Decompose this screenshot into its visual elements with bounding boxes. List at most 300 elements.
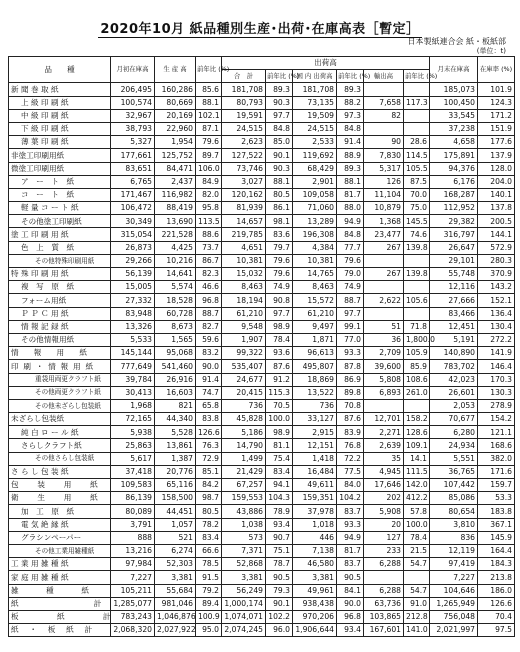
table-cell: 6,176 bbox=[430, 175, 478, 188]
row-label bbox=[9, 188, 111, 201]
row-label-text: 紙 ・ 板 紙 計 bbox=[11, 625, 94, 635]
table-cell: 7,830 bbox=[364, 149, 404, 162]
table-cell: 28.6 bbox=[404, 136, 430, 149]
row-label bbox=[9, 373, 111, 386]
header-category: 品 種 bbox=[9, 57, 111, 83]
table-row bbox=[9, 109, 515, 122]
table-cell: 70.8 bbox=[337, 399, 364, 412]
table-cell: 94.9 bbox=[337, 531, 364, 544]
table-cell: 81,939 bbox=[222, 202, 266, 215]
table-cell: 196,308 bbox=[293, 228, 337, 241]
row-label-text: ア ー ト 紙 bbox=[21, 176, 75, 186]
table-cell: 78.4 bbox=[266, 333, 293, 346]
table-cell: 130.4 bbox=[478, 320, 515, 333]
row-label bbox=[9, 360, 111, 373]
table-cell: 78.4 bbox=[404, 531, 430, 544]
table-cell: 80.5 bbox=[196, 505, 222, 518]
table-cell: 55,748 bbox=[430, 268, 478, 281]
row-label bbox=[9, 109, 111, 122]
table-cell: 10,381 bbox=[222, 254, 266, 267]
table-cell: 85.1 bbox=[196, 465, 222, 478]
table-cell: 16,603 bbox=[155, 386, 196, 399]
table-cell: 88.1 bbox=[337, 175, 364, 188]
table-cell: 27,332 bbox=[111, 294, 155, 307]
table-cell: 83.4 bbox=[196, 531, 222, 544]
row-label bbox=[9, 268, 111, 281]
table-cell: 55,684 bbox=[155, 584, 196, 597]
table-cell: 4,945 bbox=[364, 465, 404, 478]
row-label bbox=[9, 465, 111, 478]
row-label bbox=[9, 228, 111, 241]
table-cell: 144.1 bbox=[478, 228, 515, 241]
table-cell: 67,257 bbox=[222, 479, 266, 492]
table-cell: 19,591 bbox=[222, 109, 266, 122]
table-cell: 12,151 bbox=[293, 439, 337, 452]
table-cell: 84.8 bbox=[337, 122, 364, 135]
table-cell: 120,162 bbox=[222, 188, 266, 201]
table-cell: 171.2 bbox=[478, 109, 515, 122]
table-cell: 18,194 bbox=[222, 294, 266, 307]
table-cell: 2,437 bbox=[155, 175, 196, 188]
table-cell: 90.0 bbox=[337, 597, 364, 610]
table-row bbox=[9, 465, 515, 478]
table-cell: 267 bbox=[364, 268, 404, 281]
table-cell: 23,477 bbox=[364, 228, 404, 241]
table-cell: 114.5 bbox=[404, 149, 430, 162]
table-cell: 5,191 bbox=[430, 333, 478, 346]
table-cell: 90.3 bbox=[266, 96, 293, 109]
table-cell: 98.9 bbox=[266, 320, 293, 333]
table-row bbox=[9, 241, 515, 254]
table-cell: 83.2 bbox=[196, 347, 222, 360]
table-cell: 168.6 bbox=[478, 439, 515, 452]
table-cell: 152.1 bbox=[478, 294, 515, 307]
row-label bbox=[9, 544, 111, 557]
table-cell: 2,021,997 bbox=[430, 624, 478, 637]
table-cell: 109,583 bbox=[111, 479, 155, 492]
table-cell: 104.2 bbox=[337, 492, 364, 505]
row-label-text: 加 工 原 紙 bbox=[21, 506, 75, 516]
table-cell: 39,784 bbox=[111, 373, 155, 386]
table-cell bbox=[364, 281, 404, 294]
table-cell: 783,702 bbox=[430, 360, 478, 373]
table-cell: 79.6 bbox=[196, 136, 222, 149]
table-cell: 6,280 bbox=[430, 426, 478, 439]
table-cell: 72.2 bbox=[337, 452, 364, 465]
table-cell: 22,960 bbox=[155, 122, 196, 135]
table-cell: 6,288 bbox=[364, 558, 404, 571]
header-shipment-total: 合 計 bbox=[222, 70, 266, 83]
table-cell: 981,046 bbox=[155, 597, 196, 610]
table-cell: 21,429 bbox=[222, 465, 266, 478]
table-cell: 136.4 bbox=[478, 307, 515, 320]
table-cell: 16,484 bbox=[293, 465, 337, 478]
table-cell: 5,186 bbox=[222, 426, 266, 439]
table-row bbox=[9, 426, 515, 439]
table-cell: 105.5 bbox=[404, 162, 430, 175]
table-cell: 97,984 bbox=[111, 558, 155, 571]
table-row bbox=[9, 83, 515, 96]
table-cell: 109,058 bbox=[293, 188, 337, 201]
table-cell: 83.9 bbox=[337, 426, 364, 439]
table-cell: 91.4 bbox=[337, 136, 364, 149]
row-label bbox=[9, 307, 111, 320]
header-export: 輸出高 bbox=[364, 70, 404, 83]
table-cell: 83,948 bbox=[111, 307, 155, 320]
table-cell: 495,807 bbox=[293, 360, 337, 373]
table-cell: 1,018 bbox=[293, 518, 337, 531]
table-cell: 5,317 bbox=[364, 162, 404, 175]
table-row bbox=[9, 228, 515, 241]
table-cell: 108.6 bbox=[404, 373, 430, 386]
table-cell bbox=[404, 83, 430, 96]
table-cell: 736 bbox=[293, 399, 337, 412]
table-cell: 13,690 bbox=[155, 215, 196, 228]
table-row bbox=[9, 136, 515, 149]
table-cell: 97.7 bbox=[337, 307, 364, 320]
row-label bbox=[9, 413, 111, 426]
table-cell: 1,800.0 bbox=[404, 333, 430, 346]
table-row bbox=[9, 268, 515, 281]
table-cell: 24,934 bbox=[430, 439, 478, 452]
table-cell: 87.1 bbox=[196, 122, 222, 135]
table-cell: 145,144 bbox=[111, 347, 155, 360]
table-cell: 52,303 bbox=[155, 558, 196, 571]
table-cell: 84.1 bbox=[337, 584, 364, 597]
table-cell: 95.0 bbox=[196, 624, 222, 637]
table-cell: 1,074,071 bbox=[222, 610, 266, 623]
table-cell: 2,074,245 bbox=[222, 624, 266, 637]
table-cell: 77.0 bbox=[337, 333, 364, 346]
table-cell: 783,243 bbox=[111, 610, 155, 623]
table-cell: 49,961 bbox=[293, 584, 337, 597]
table-cell: 51 bbox=[364, 320, 404, 333]
table-cell: 74.9 bbox=[337, 281, 364, 294]
table-cell: 91.5 bbox=[196, 571, 222, 584]
table-cell: 14.1 bbox=[404, 452, 430, 465]
table-cell: 1,954 bbox=[155, 136, 196, 149]
table-cell: 97.3 bbox=[337, 109, 364, 122]
table-cell: 89.3 bbox=[337, 162, 364, 175]
table-cell: 124.3 bbox=[478, 96, 515, 109]
table-cell: 2,533 bbox=[293, 136, 337, 149]
table-cell bbox=[364, 254, 404, 267]
table-cell: 102.1 bbox=[196, 109, 222, 122]
table-row bbox=[9, 452, 515, 465]
table-cell: 1,565 bbox=[155, 333, 196, 346]
table-cell: 20,776 bbox=[155, 465, 196, 478]
row-label-text: Ｐ Ｐ Ｃ 用 紙 bbox=[21, 308, 69, 318]
table-cell: 82.3 bbox=[196, 268, 222, 281]
row-label bbox=[9, 531, 111, 544]
table-cell: 13,326 bbox=[111, 320, 155, 333]
table-cell: 14,657 bbox=[222, 215, 266, 228]
row-label bbox=[9, 215, 111, 228]
table-cell: 143.2 bbox=[478, 281, 515, 294]
row-label-text: さらしクラフト紙 bbox=[21, 440, 82, 450]
table-cell: 88.7 bbox=[196, 307, 222, 320]
table-cell: 46.6 bbox=[196, 281, 222, 294]
table-cell: 127 bbox=[364, 531, 404, 544]
row-label-text: 情 報 用 紙 bbox=[11, 348, 87, 358]
table-row bbox=[9, 413, 515, 426]
table-cell: 97.7 bbox=[266, 307, 293, 320]
table-cell: 12,119 bbox=[430, 544, 478, 557]
table-cell: 83.4 bbox=[266, 465, 293, 478]
table-cell: 20 bbox=[364, 518, 404, 531]
row-label-text: 特 殊 印 刷 用 紙 bbox=[11, 269, 69, 279]
row-label-text: 塗 工 印 刷 用 紙 bbox=[11, 229, 69, 239]
table-cell: 128.6 bbox=[404, 426, 430, 439]
table-cell: 202 bbox=[364, 492, 404, 505]
table-cell: 1,057 bbox=[155, 518, 196, 531]
table-cell: 79.6 bbox=[266, 268, 293, 281]
table-cell: 154.2 bbox=[478, 413, 515, 426]
table-cell: 54.7 bbox=[404, 558, 430, 571]
table-cell: 77.5 bbox=[337, 465, 364, 478]
table-cell: 39,600 bbox=[364, 360, 404, 373]
table-cell: 79.2 bbox=[196, 584, 222, 597]
row-label-text: さ ら し 包 装 紙 bbox=[11, 467, 69, 477]
table-cell: 106.0 bbox=[196, 162, 222, 175]
table-cell: 160,286 bbox=[155, 83, 196, 96]
table-cell: 12,701 bbox=[364, 413, 404, 426]
table-row bbox=[9, 175, 515, 188]
row-label bbox=[9, 624, 111, 637]
table-cell: 938,438 bbox=[293, 597, 337, 610]
table-cell: 80,669 bbox=[155, 96, 196, 109]
table-cell: 13,861 bbox=[155, 439, 196, 452]
table-cell: 81.7 bbox=[337, 544, 364, 557]
row-label-text: 衛 生 用 紙 bbox=[11, 493, 99, 503]
table-cell: 32,967 bbox=[111, 109, 155, 122]
table-row bbox=[9, 215, 515, 228]
table-cell: 572.9 bbox=[478, 241, 515, 254]
table-cell: 5,528 bbox=[155, 426, 196, 439]
header-total-yoy: 前年比 (%) bbox=[266, 70, 293, 83]
table-cell: 1,387 bbox=[155, 452, 196, 465]
row-label bbox=[9, 162, 111, 175]
table-body bbox=[9, 83, 515, 637]
table-cell: 170.3 bbox=[478, 373, 515, 386]
table-cell: 83,466 bbox=[430, 307, 478, 320]
row-label-text: 薄 葉 印 刷 紙 bbox=[21, 137, 69, 147]
table-cell: 2,623 bbox=[222, 136, 266, 149]
table-row bbox=[9, 320, 515, 333]
table-row bbox=[9, 386, 515, 399]
table-cell: 159,351 bbox=[293, 492, 337, 505]
table-cell: 213.8 bbox=[478, 571, 515, 584]
table-cell: 79.6 bbox=[337, 254, 364, 267]
row-label-text: その他未ざらし包装紙 bbox=[35, 401, 101, 410]
table-cell: 72,165 bbox=[111, 413, 155, 426]
table-cell: 146.4 bbox=[478, 360, 515, 373]
table-cell: 1,285,077 bbox=[111, 597, 155, 610]
table-cell: 171,467 bbox=[111, 188, 155, 201]
table-cell: 78.9 bbox=[266, 505, 293, 518]
table-cell: 6,274 bbox=[155, 544, 196, 557]
table-cell: 85.0 bbox=[266, 136, 293, 149]
table-cell: 89.4 bbox=[196, 597, 222, 610]
header-closing-stock: 月末在庫高 bbox=[430, 57, 478, 83]
table-cell: 1,906,644 bbox=[293, 624, 337, 637]
table-cell: 82.0 bbox=[196, 188, 222, 201]
table-cell: 3,381 bbox=[222, 571, 266, 584]
table-cell: 21.5 bbox=[404, 544, 430, 557]
table-cell: 97,419 bbox=[430, 558, 478, 571]
table-cell: 36,765 bbox=[430, 465, 478, 478]
table-cell: 5,617 bbox=[111, 452, 155, 465]
row-label bbox=[9, 518, 111, 531]
table-cell: 74.9 bbox=[266, 281, 293, 294]
table-cell: 367.1 bbox=[478, 518, 515, 531]
table-cell: 80,089 bbox=[111, 505, 155, 518]
row-label bbox=[9, 558, 111, 571]
table-cell: 3,027 bbox=[222, 175, 266, 188]
table-cell: 42,023 bbox=[430, 373, 478, 386]
table-cell: 12,451 bbox=[430, 320, 478, 333]
table-cell: 52,868 bbox=[222, 558, 266, 571]
table-cell: 126.6 bbox=[196, 426, 222, 439]
table-cell: 82.7 bbox=[196, 320, 222, 333]
table-cell: 61,210 bbox=[293, 307, 337, 320]
table-cell: 83.7 bbox=[337, 505, 364, 518]
table-cell: 100,450 bbox=[430, 96, 478, 109]
table-row bbox=[9, 492, 515, 505]
table-cell: 316,797 bbox=[430, 228, 478, 241]
row-label-text: フォーム用紙 bbox=[21, 295, 67, 305]
table-cell: 137.9 bbox=[478, 149, 515, 162]
table-row bbox=[9, 202, 515, 215]
table-cell: 26,916 bbox=[155, 373, 196, 386]
table-cell: 130.3 bbox=[478, 386, 515, 399]
table-cell: 116,982 bbox=[155, 188, 196, 201]
table-cell bbox=[404, 571, 430, 584]
table-cell: 18,528 bbox=[155, 294, 196, 307]
table-cell: 181,708 bbox=[222, 83, 266, 96]
table-cell: 7,658 bbox=[364, 96, 404, 109]
table-cell: 84.2 bbox=[196, 479, 222, 492]
header-opening-stock: 月初在庫高 bbox=[111, 57, 155, 83]
table-cell: 33,545 bbox=[430, 109, 478, 122]
table-cell: 104,646 bbox=[430, 584, 478, 597]
table-cell: 71,060 bbox=[293, 202, 337, 215]
row-label bbox=[9, 202, 111, 215]
table-cell: 45,828 bbox=[222, 413, 266, 426]
table-cell: 74.6 bbox=[404, 228, 430, 241]
table-cell: 60,728 bbox=[155, 307, 196, 320]
table-cell: 24,677 bbox=[222, 373, 266, 386]
table-cell: 43,886 bbox=[222, 505, 266, 518]
table-row bbox=[9, 162, 515, 175]
table-cell: 382.0 bbox=[478, 452, 515, 465]
table-cell: 836 bbox=[430, 531, 478, 544]
table-cell: 100.0 bbox=[266, 413, 293, 426]
table-cell: 19,509 bbox=[293, 109, 337, 122]
table-cell: 96.0 bbox=[266, 624, 293, 637]
table-cell: 26,601 bbox=[430, 386, 478, 399]
table-cell: 6,288 bbox=[364, 584, 404, 597]
table-cell: 736 bbox=[222, 399, 266, 412]
table-cell: 370.9 bbox=[478, 268, 515, 281]
table-cell: 53.3 bbox=[478, 492, 515, 505]
row-label-text: 包 装 用 紙 bbox=[11, 480, 99, 490]
row-label bbox=[9, 452, 111, 465]
table-cell: 81.7 bbox=[337, 188, 364, 201]
table-cell: 90.3 bbox=[266, 162, 293, 175]
table-cell: 59.6 bbox=[196, 333, 222, 346]
row-label bbox=[9, 571, 111, 584]
table-cell: 35 bbox=[364, 452, 404, 465]
table-cell: 78.5 bbox=[196, 558, 222, 571]
row-label-text: 電 気 絶 縁 紙 bbox=[21, 519, 69, 529]
table-cell: 33,127 bbox=[293, 413, 337, 426]
table-cell: 111.5 bbox=[404, 465, 430, 478]
table-cell: 94,376 bbox=[430, 162, 478, 175]
row-label bbox=[9, 426, 111, 439]
table-cell: 71.8 bbox=[404, 320, 430, 333]
table-cell: 87.5 bbox=[404, 175, 430, 188]
table-cell: 44,340 bbox=[155, 413, 196, 426]
table-row bbox=[9, 518, 515, 531]
row-label bbox=[9, 479, 111, 492]
row-label bbox=[9, 96, 111, 109]
table-cell: 88.1 bbox=[196, 96, 222, 109]
table-cell: 6,893 bbox=[364, 386, 404, 399]
table-cell: 159,553 bbox=[222, 492, 266, 505]
table-cell: 14,641 bbox=[155, 268, 196, 281]
table-cell: 94.1 bbox=[266, 479, 293, 492]
table-cell: 94.9 bbox=[337, 215, 364, 228]
table-cell: 105.9 bbox=[404, 347, 430, 360]
table-cell: 70.5 bbox=[266, 399, 293, 412]
row-label-text: 紙 計 bbox=[11, 598, 103, 608]
table-cell: 30,413 bbox=[111, 386, 155, 399]
table-cell: 37,978 bbox=[293, 505, 337, 518]
table-row bbox=[9, 399, 515, 412]
table-cell: 164.4 bbox=[478, 544, 515, 557]
table-row bbox=[9, 347, 515, 360]
table-cell: 49,611 bbox=[293, 479, 337, 492]
table-row bbox=[9, 294, 515, 307]
table-cell: 93.3 bbox=[337, 347, 364, 360]
table-cell: 115.3 bbox=[266, 386, 293, 399]
table-cell: 2,709 bbox=[364, 347, 404, 360]
table-cell: 204.0 bbox=[478, 175, 515, 188]
table-cell: 13,289 bbox=[293, 215, 337, 228]
row-label-text: 非塗工印刷用紙 bbox=[11, 150, 65, 160]
table-row bbox=[9, 149, 515, 162]
row-label-text: 中 級 印 刷 紙 bbox=[21, 111, 69, 121]
table-row bbox=[9, 597, 515, 610]
table-cell: 88.1 bbox=[266, 175, 293, 188]
table-cell: 821 bbox=[155, 399, 196, 412]
header-domestic-yoy: 前年比 (%) bbox=[337, 70, 364, 83]
table-cell: 168,287 bbox=[430, 188, 478, 201]
table-row bbox=[9, 439, 515, 452]
table-cell bbox=[404, 254, 430, 267]
table-row bbox=[9, 360, 515, 373]
table-cell: 38,793 bbox=[111, 122, 155, 135]
row-label-text: 軽 量 コ ー ト 紙 bbox=[21, 203, 79, 213]
table-cell: 1,046,876 bbox=[155, 610, 196, 623]
table-cell: 37,418 bbox=[111, 465, 155, 478]
row-label bbox=[9, 505, 111, 518]
table-row bbox=[9, 122, 515, 135]
table-cell: 167,601 bbox=[364, 624, 404, 637]
table-cell: 159.7 bbox=[478, 479, 515, 492]
row-label-text: 上 級 印 刷 紙 bbox=[21, 97, 69, 107]
